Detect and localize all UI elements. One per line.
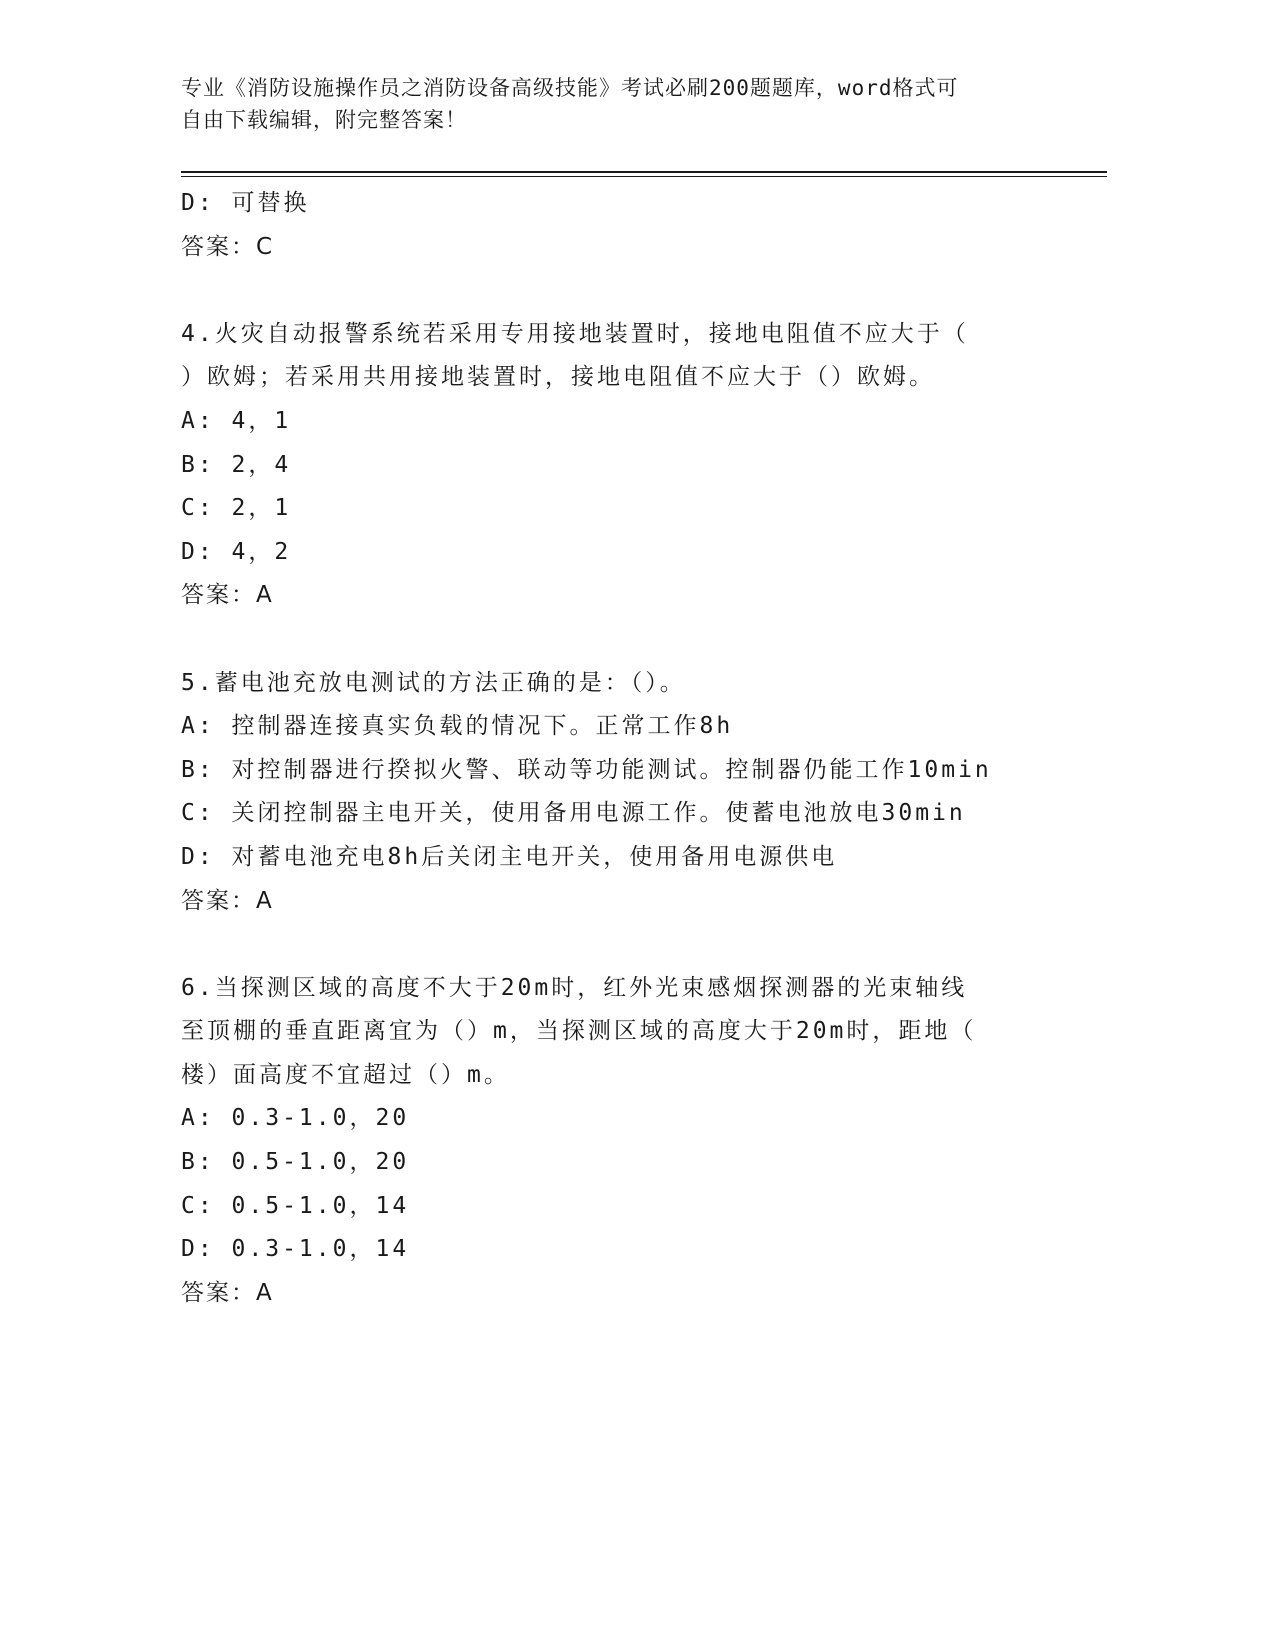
question-4-option-a: A: 4，1 xyxy=(181,407,292,434)
spacer xyxy=(181,269,1081,313)
spacer xyxy=(181,618,1081,662)
header-divider-thick xyxy=(181,171,1107,173)
question-6-option-a: A: 0.3-1.0，20 xyxy=(181,1105,410,1132)
question-6-stem-line-1: 6.当探测区域的高度不大于20m时，红外光束感烟探测器的光束轴线 xyxy=(181,974,968,1001)
question-body xyxy=(181,182,1081,1315)
header-title-line-1: 专业《消防设施操作员之消防设备高级技能》考试必刷200题题库，word格式可 xyxy=(181,76,959,100)
question-4-option-d: D: 4，2 xyxy=(181,538,292,565)
question-5-answer: 答案：A xyxy=(181,887,274,914)
header-divider-thin xyxy=(181,176,1107,177)
question-5-option-d: D: 对蓄电池充电8h后关闭主电开关，使用备用电源供电 xyxy=(181,843,838,870)
spacer xyxy=(181,923,1081,967)
header-title-line-2: 自由下载编辑，附完整答案！ xyxy=(181,108,467,132)
question-5-stem-line-1: 5.蓄电池充放电测试的方法正确的是：（）。 xyxy=(181,669,686,696)
question-6-option-b: B: 0.5-1.0，20 xyxy=(181,1149,410,1176)
question-5-option-c: C: 关闭控制器主电开关，使用备用电源工作。使蓄电池放电30min xyxy=(181,800,966,827)
question-4-option-c: C: 2，1 xyxy=(181,495,292,522)
prev-answer: 答案：C xyxy=(181,233,275,260)
question-6-option-c: C: 0.5-1.0，14 xyxy=(181,1192,410,1219)
question-4-option-b: B: 2，4 xyxy=(181,451,292,478)
question-4-stem-line-1: 4.火灾自动报警系统若采用专用接地装置时，接地电阻值不应大于（ xyxy=(181,320,969,347)
question-5 xyxy=(181,662,1081,924)
question-4-stem-line-2: ）欧姆；若采用共用接地装置时，接地电阻值不应大于（）欧姆。 xyxy=(181,364,935,391)
page-header xyxy=(181,72,1041,136)
question-4-answer: 答案：A xyxy=(181,582,274,609)
prev-option-d: D: 可替换 xyxy=(181,190,310,216)
question-6 xyxy=(181,967,1081,1316)
question-6-stem-line-3: 楼）面高度不宜超过（）m。 xyxy=(181,1061,510,1088)
question-6-option-d: D: 0.3-1.0，14 xyxy=(181,1236,410,1263)
question-6-stem-line-2: 至顶棚的垂直距离宜为（）m，当探测区域的高度大于20m时，距地（ xyxy=(181,1018,977,1045)
question-4 xyxy=(181,313,1081,618)
question-6-answer: 答案：A xyxy=(181,1279,274,1306)
question-5-option-a: A: 控制器连接真实负载的情况下。正常工作8h xyxy=(181,713,734,740)
question-5-option-b: B: 对控制器进行揆拟火警、联动等功能测试。控制器仍能工作10min xyxy=(181,756,992,783)
